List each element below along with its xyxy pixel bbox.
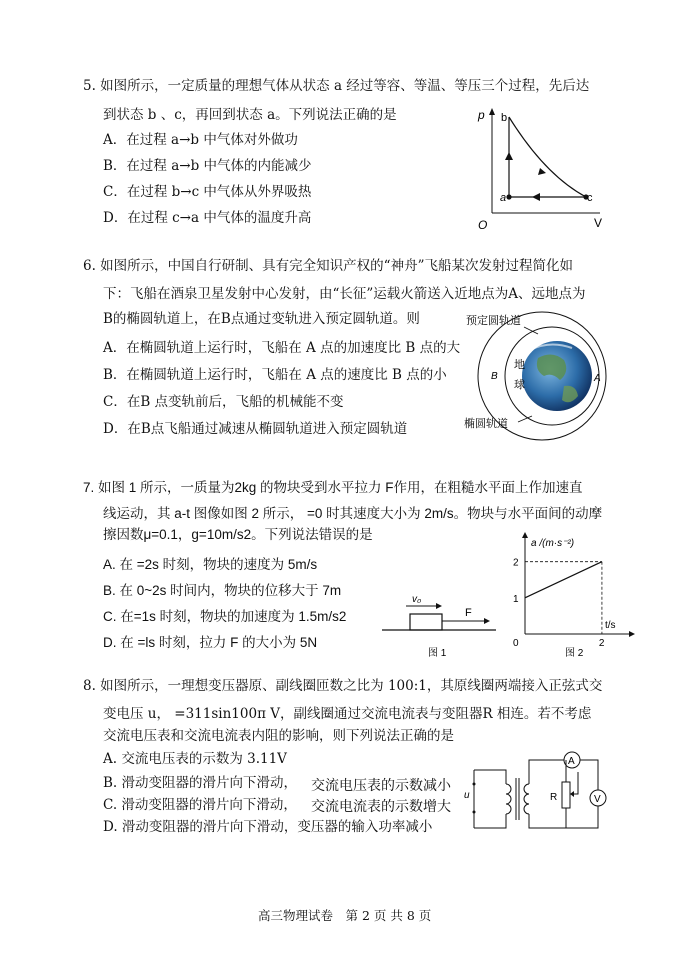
q7-option-a: A. 在 =2s 时刻，物块的速度为 5m/s [103, 557, 318, 572]
q8-option-a: A. 交流电压表的示数为 3.11V [103, 751, 287, 767]
x-axis-arrow [629, 631, 635, 637]
page-footer: 高三物理试卷 第 2 页 共 8 页 [258, 908, 432, 923]
q5-p-label: p [478, 108, 485, 122]
q6-earth-label-2: 球 [514, 379, 525, 391]
origin-label: 0 [513, 638, 519, 649]
q6-stem-line2: 下：飞船在酒泉卫星发射中心发射，由“长征”运载火箭送入近地点为A、远地点为 [103, 286, 586, 302]
q6-stem-line1: 6. 如图所示，中国自行研制、具有完全知识产权的“神舟”飞船某次发射过程简化如 [83, 258, 573, 274]
q8-stem-line2: 变电压 u， =311sin100π V，副线圈通过交流电流表与变阻器R 相连。若不考虑 [103, 706, 592, 722]
q7-chart-ylabel: a /(m·s⁻²) [531, 538, 575, 549]
q8-option-c-cont: 交流电流表的示数增大 [311, 798, 451, 814]
q8-option-c: C. 滑动变阻器的滑片向下滑动， [103, 797, 297, 813]
q5-option-b: B．在过程 a→b 中气体的内能减少 [103, 158, 312, 174]
y-tick-label: 2 [513, 557, 519, 569]
q5-label-c: c [587, 192, 593, 204]
q5-stem-line1: 5. 如图所示，一定质量的理想气体从状态 a 经过等容、等温、等压三个过程，先后达 [83, 78, 590, 94]
q6-option-a: A．在椭圆轨道上运行时，飞船在 A 点的加速度比 B 点的大 [103, 340, 461, 356]
q8-stem-line1: 8. 如图所示，一理想变压器原、副线圈匝数之比为 100:1，其原线圈两端接入正弦式交 [83, 678, 603, 694]
q6-option-b: B．在椭圆轨道上运行时，飞船在 A 点的速度比 B 点的小 [103, 367, 447, 383]
q8-u-label: u [464, 790, 470, 801]
q5-label-a: a [500, 192, 507, 204]
q8-secondary-coil [524, 784, 529, 814]
q6-option-d: D．在B点飞船通过减速从椭圆轨道进入预定圆轨道 [103, 421, 408, 437]
q8-stem-line3: 交流电压表和交流电流表内阻的影响，则下列说法正确的是 [103, 728, 454, 744]
q5-pv-diagram [470, 105, 620, 235]
q8-primary-coil [506, 784, 511, 814]
q8-option-d: D. 滑动变阻器的滑片向下滑动，变压器的输入功率减小 [103, 819, 433, 835]
q8-transformer-circuit [458, 748, 618, 838]
q8-voltmeter-label: V [594, 794, 601, 805]
q6-point-a: A [594, 373, 601, 384]
q7-stem-line3: 擦因数μ=0.1，g=10m/s2。下列说法错误的是 [103, 527, 373, 542]
q8-option-b-cont: 交流电压表的示数减小 [311, 777, 451, 793]
q7-fig1-caption: 图 1 [428, 648, 447, 659]
q7-option-d: D. 在 =ls 时刻，拉力 F 的大小为 5N [103, 635, 318, 650]
q8-rheostat [562, 782, 570, 808]
q7-figure-1 [380, 590, 500, 660]
q5-point-a [506, 194, 511, 199]
q5-o-label: O [478, 218, 488, 232]
q6-option-c: C．在B 点变轨前后，飞船的机械能不变 [103, 394, 344, 410]
q7-v0-label: v₀ [412, 594, 422, 605]
q7-f-label: F [465, 607, 472, 619]
q5-process-bc [509, 117, 586, 197]
q7-option-c: C. 在=1s 时刻，物块的加速度为 1.5m/s2 [103, 609, 347, 624]
q5-option-c: C．在过程 b→c 中气体从外界吸热 [103, 184, 312, 200]
q6-stem-line3: B的椭圆轨道上，在B点通过变轨进入预定圆轨道。则 [103, 311, 420, 327]
q6-ellipse-orbit-label: 椭圆轨道 [464, 418, 508, 430]
q6-orbit-diagram [460, 310, 620, 440]
q8-option-b: B. 滑动变阻器的滑片向下滑动， [103, 775, 298, 791]
q8-ammeter-label: A [568, 756, 575, 767]
y-axis-arrow [522, 532, 528, 538]
q7-stem-line2: 线运动，其 a-t 图像如图 2 所示， =0 时其速度大小为 2m/s。物块与水平面间的动摩 [103, 506, 603, 521]
series-line [525, 562, 602, 598]
q5-stem-line2: 到状态 b 、c，再回到状态 a。下列说法正确的是 [103, 107, 397, 123]
q5-option-a: A．在过程 a→b 中气体对外做功 [103, 132, 298, 148]
q7-fig2-caption: 图 2 [565, 648, 584, 659]
q6-earth-label-1: 地 [514, 359, 525, 371]
q6-point-b: B [491, 371, 498, 382]
q7-figure-2-chart [505, 530, 635, 660]
q7-block [410, 614, 442, 630]
q5-option-d: D．在过程 c→a 中气体的温度升高 [103, 210, 312, 226]
q8-r-label: R [550, 792, 558, 803]
q7-stem-line1: 7. 如图 1 所示，一质量为2kg 的物块受到水平拉力 F作用，在粗糙水平面上作加速直 [83, 480, 583, 495]
q6-circle-orbit-label: 预定圆轨道 [466, 315, 521, 327]
q7-option-b: B. 在 0~2s 时间内，物块的位移大于 7m [103, 583, 342, 598]
q5-v-label: V [594, 216, 603, 230]
q7-chart-xlabel: t/s [605, 620, 616, 631]
q5-label-b: b [501, 112, 508, 124]
y-tick-label: 1 [513, 593, 519, 605]
x-tick-label: 2 [598, 638, 605, 649]
